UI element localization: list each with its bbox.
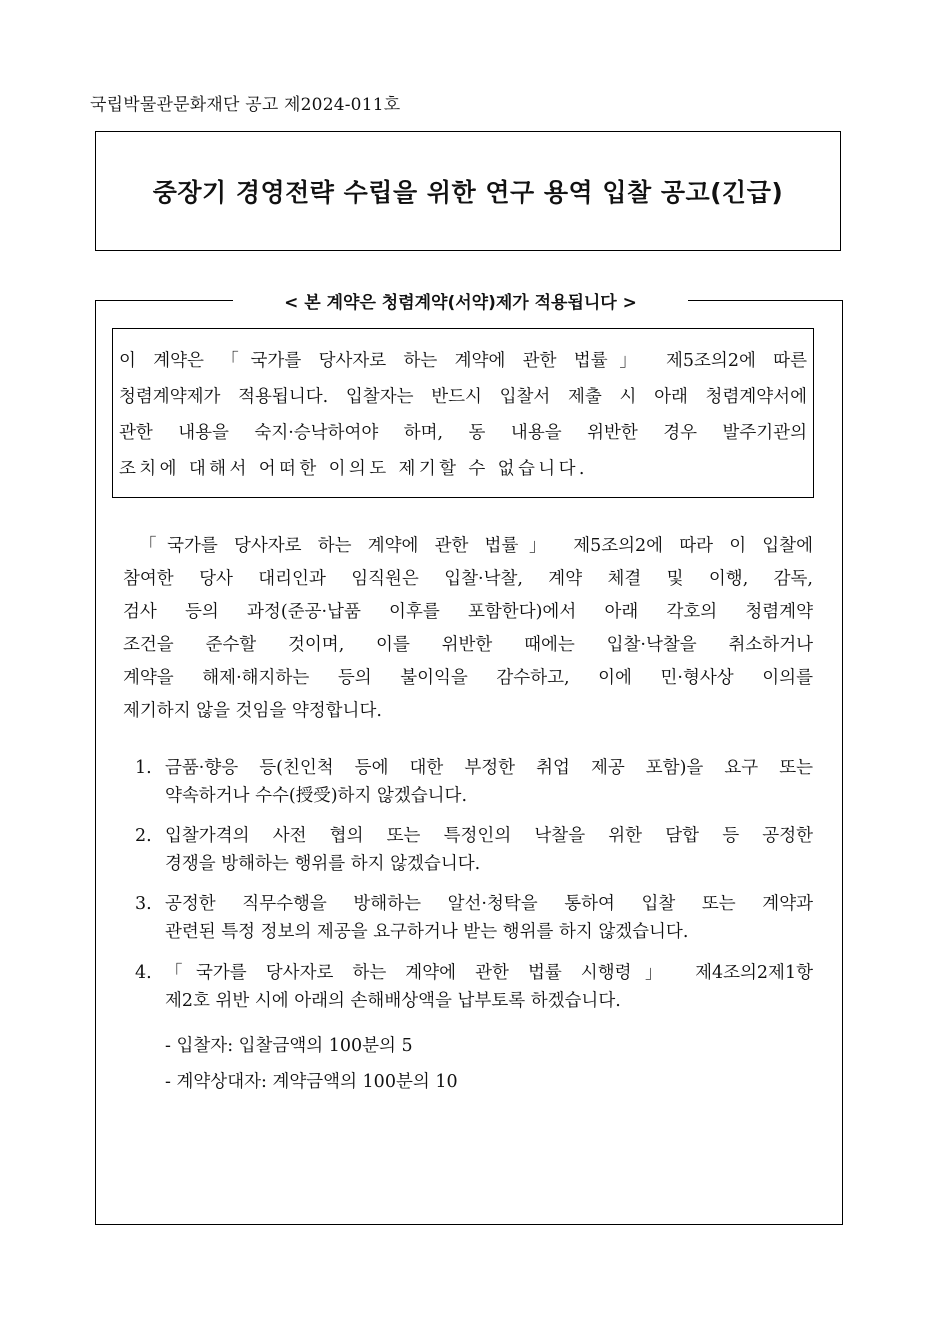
integrity-notice-box [112, 328, 814, 498]
notice-line: 조치에 대해서 어떠한 이의도 제기할 수 없습니다. [119, 459, 588, 479]
clause-line: 제2호 위반 시에 아래의 손해배상액을 납부토록 하겠습니다. [165, 991, 621, 1011]
paragraph-line: 조건을 준수할 것이며, 이를 위반한 때에는 입찰·낙찰을 취소하거나 [123, 635, 813, 655]
clause-3 [135, 890, 813, 946]
frame-top-border-right [688, 300, 843, 301]
penalty-bidder: - 입찰자: 입찰금액의 100분의 5 [165, 1036, 413, 1056]
notice-line: 이 계약은 「국가를 당사자로 하는 계약에 관한 법률」 제5조의2에 따른 [119, 351, 807, 371]
paragraph-line: 참여한 당사 대리인과 임직원은 입찰·낙찰, 계약 체결 및 이행, 감독, [123, 569, 813, 589]
clause-line: 금품·향응 등(친인척 등에 대한 부정한 취업 제공 포함)을 요구 또는 [165, 758, 813, 778]
paragraph-line: 계약을 해제·해지하는 등의 불이익을 감수하고, 이에 민·형사상 이의를 [123, 668, 813, 688]
clause-number: 4. [135, 963, 152, 983]
clause-number: 1. [135, 758, 152, 778]
frame-top-border-left [95, 300, 233, 301]
clause-line: 약속하거나 수수(授受)하지 않겠습니다. [165, 786, 468, 806]
clause-line: 「국가를 당사자로 하는 계약에 관한 법률 시행령」 제4조의2제1항 [165, 963, 813, 983]
clause-line: 경쟁을 방해하는 행위를 하지 않겠습니다. [165, 854, 481, 874]
notice-line: 관한 내용을 숙지·승낙하여야 하며, 동 내용을 위반한 경우 발주기관의 [119, 423, 807, 443]
penalty-contractor: - 계약상대자: 계약금액의 100분의 10 [165, 1072, 458, 1092]
clause-line: 입찰가격의 사전 협의 또는 특정인의 낙찰을 위한 담합 등 공정한 [165, 826, 813, 846]
pledge-paragraph [123, 530, 813, 728]
section-heading: < 본 계약은 청렴계약(서약)제가 적용됩니다 > [284, 293, 637, 313]
paragraph-line: 검사 등의 과정(준공·납품 이후를 포함한다)에서 아래 각호의 청렴계약 [123, 602, 813, 622]
paragraph-line: 「국가를 당사자로 하는 계약에 관한 법률」 제5조의2에 따라 이 입찰에 [139, 536, 813, 556]
clause-number: 2. [135, 826, 152, 846]
clause-4 [135, 959, 813, 1015]
paragraph-line: 제기하지 않을 것임을 약정합니다. [123, 701, 382, 721]
notice-number: 국립박물관문화재단 공고 제2024-011호 [90, 95, 401, 115]
clause-2 [135, 822, 813, 878]
clause-line: 공정한 직무수행을 방해하는 알선·청탁을 통하여 입찰 또는 계약과 [165, 894, 813, 914]
title-box [95, 131, 841, 251]
clause-line: 관련된 특정 정보의 제공을 요구하거나 받는 행위를 하지 않겠습니다. [165, 922, 689, 942]
page-title: 중장기 경영전략 수립을 위한 연구 용역 입찰 공고(긴급) [152, 178, 784, 207]
clause-1 [135, 754, 813, 810]
notice-line: 청렴계약제가 적용됩니다. 입찰자는 반드시 입찰서 제출 시 아래 청렴계약서에 [119, 387, 807, 407]
clause-number: 3. [135, 894, 152, 914]
